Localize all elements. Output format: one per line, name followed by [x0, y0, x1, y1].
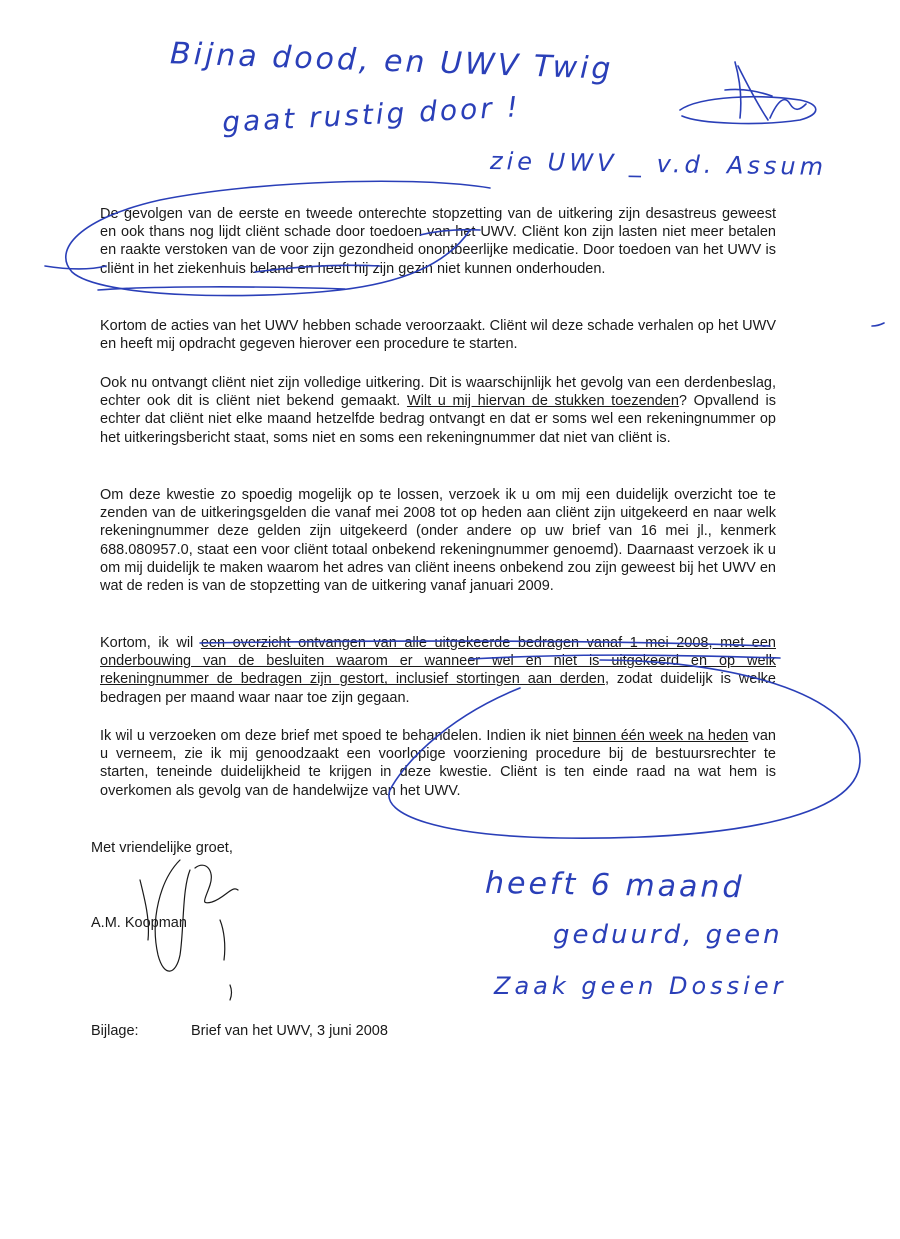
handwritten-note-line-3: zie UWV _ v.d. Assum [489, 147, 828, 181]
paragraph-consequences: De gevolgen van de eerste en tweede onterechte stopzetting van de uitkering zijn desastreus geweest en ook thans nog lijdt cliënt schade door toedoen van het UWV. Cliënt kon zijn lasten niet meer betalen en raakte verstoken van de voor zijn gezondheid onontbeerlijke medicatie. Door toedoen van het UWV is cliënt in het ziekenhuis beland en heeft hij zijn gezin niet kunnen onderhouden. [100, 206, 776, 277]
handwritten-side-note-line-2: geduurd, geen [553, 920, 783, 950]
paragraph-text: van u verneem, zie ik mij genoodzaakt een voorlopige voorziening procedure bij de bestuursrechter te starten, teneinde duidelijkheid te krijgen in deze kwestie. Cliënt is ten einde raad na wat hem is overkomen als gevolg van de handelwijze van het UWV. [100, 728, 776, 799]
paragraph-text: Ook nu ontvangt cliënt niet zijn volledige uitkering. Dit is waarschijnlijk het gevolg van een derdenbeslag, echter ook dit is cliënt niet bekend gemaakt. [100, 375, 776, 410]
initials-underline [680, 97, 816, 124]
tail-stroke-left [45, 266, 106, 269]
paragraph-urgency [100, 727, 776, 800]
paragraph-text: Kortom, ik wil [100, 635, 201, 651]
underlined-overview: een overzicht ontvangen van alle uitgekeerde bedragen vanaf 1 mei 2008, met een onderbouwing van de besluiten waarom er wanneer wel en niet is uitgekeerd en op welk rekeningnummer de bedragen zijn gestort, inclusief stortingen aan derden [100, 635, 776, 688]
attachment-value: Brief van het UWV, 3 juni 2008 [191, 1023, 388, 1039]
underlined-request: Wilt u mij hiervan de stukken toezenden [406, 393, 679, 410]
paragraph-text: ? Opvallend is echter dat cliënt niet elke maand hetzelfde bedrag ontvangt en dat er soms wel een rekeningnummer op het uitkeringsbericht staat, soms niet en soms een rekeningnummer dat niet van cliënt is. [100, 393, 776, 446]
signatory-name: A.M. Koopman [91, 915, 187, 931]
handwritten-note-line-2: gaat rustig door ! [221, 90, 522, 139]
paragraph-damage-claim: Kortom de acties van het UWV hebben schade veroorzaakt. Cliënt wil deze schade verhalen op het UWV en heeft mij opdracht gegeven hierover een procedure te starten. [100, 318, 776, 353]
paragraph-text: , zodat duidelijk is welke bedragen per maand waar naar toe zijn gegaan. [100, 671, 776, 706]
underlined-deadline: binnen één week na heden [572, 728, 749, 744]
tick-mark [872, 323, 884, 326]
initials-mark [725, 62, 806, 120]
paragraph-text: Ik wil u verzoeken om deze brief met spoed te behandelen. Indien ik niet [100, 728, 573, 744]
paragraph-summary-request [100, 634, 776, 707]
strike-mark [98, 287, 345, 290]
paragraph-overview-request: Om deze kwestie zo spoedig mogelijk op te lossen, verzoek ik u om mij een duidelijk overzicht toe te zenden van de uitkeringsgelden die vanaf mei 2008 tot op heden aan cliënt zijn uitgekeerd en naar welk rekeningnummer deze gelden zijn uitgekeerd (onder andere op uw brief van 16 mei jl., kenmerk 688.080957.0, staat een voor cliënt totaal onbekend rekeningnummer genoemd). Daarnaast verzoek ik u om mij duidelijk te maken waarom het adres van cliënt ineens onbekend zou zijn geweest bij het UWV en wat de reden is van de stopzetting van de uitkering vanaf januari 2009. [100, 487, 776, 595]
attachment-label: Bijlage: [91, 1023, 139, 1039]
paragraph-partial-benefit [100, 374, 776, 447]
closing-greeting: Met vriendelijke groet, [91, 840, 233, 856]
handwritten-note-line-1: Bijna dood, en UWV Twig [169, 36, 615, 87]
handwritten-side-note-line-1: heeft 6 maand [484, 865, 745, 906]
handwritten-side-note-line-3: Zaak geen Dossier [494, 972, 787, 1000]
